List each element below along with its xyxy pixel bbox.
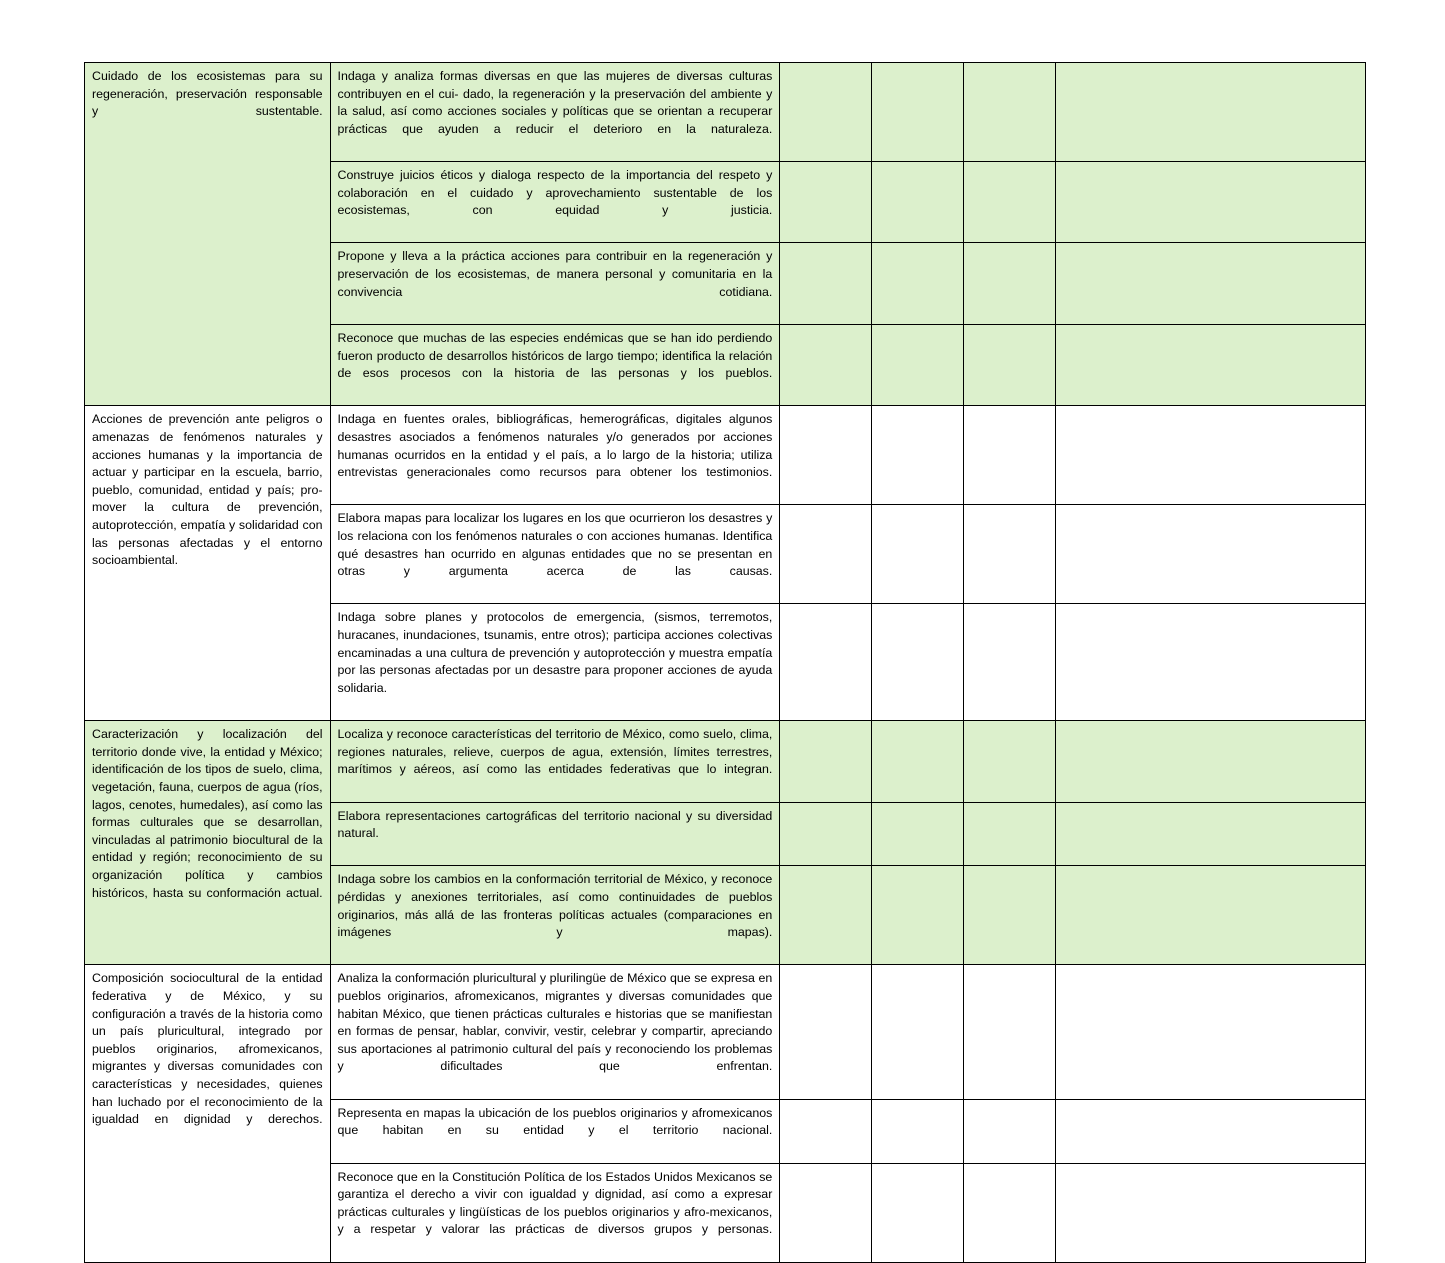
mark-cell-2[interactable] [871,243,964,324]
mark-cell-1[interactable] [780,63,872,162]
mark-cell-3[interactable] [964,505,1056,604]
mark-cell-1[interactable] [780,866,872,965]
observations-cell[interactable] [1056,243,1366,324]
description-text: Indaga sobre planes y protocolos de emergencia, (sismos, terremotos, huracanes, inundaciones, tsunamis, entre otros); participa acciones colectivas encaminadas a una cultura de prevención y autoprotección y muestra empatía por las personas afectadas por un desastre para proponer acciones de ayuda solidaria. [337,610,773,695]
description-cell [330,965,780,1099]
table-body [85,63,1366,1263]
content-cell [85,406,331,721]
observations-cell[interactable] [1056,721,1366,802]
mark-cell-1[interactable] [780,802,872,866]
mark-cell-2[interactable] [871,1163,964,1262]
description-cell [330,802,780,866]
mark-cell-1[interactable] [780,1163,872,1262]
mark-cell-3[interactable] [964,721,1056,802]
observations-cell[interactable] [1056,406,1366,505]
mark-cell-1[interactable] [780,162,872,243]
description-text: Reconoce que muchas de las especies endémicas que se han ido perdiendo fueron producto de desarrollos históricos de largo tiempo; identifica la relación de esos procesos con la historia de las personas y los pueblos. [337,330,773,381]
mark-cell-3[interactable] [964,324,1056,405]
mark-cell-2[interactable] [871,505,964,604]
mark-cell-3[interactable] [964,1163,1056,1262]
description-cell [330,324,780,405]
observations-cell[interactable] [1056,802,1366,866]
description-text: Construye juicios éticos y dialoga respecto de la importancia del respeto y colaboración en el cuidado y aprovechamiento sustentable de los ecosistemas, con equidad y justicia. [337,168,773,218]
description-text: Indaga y analiza formas diversas en que las mujeres de diversas culturas contribuyen en el cui- dado, la regeneración y la preservación del ambiente y la salud, así como acciones sociales y políticas que se orientan a recuperar prácticas que ayuden a reducir el deterioro en la naturaleza. [337,69,773,136]
observations-cell[interactable] [1056,965,1366,1099]
table-row [85,63,1366,162]
mark-cell-2[interactable] [871,324,964,405]
mark-cell-1[interactable] [780,721,872,802]
mark-cell-1[interactable] [780,1099,872,1163]
mark-cell-3[interactable] [964,965,1056,1099]
content-text: Composición sociocultural de la entidad federativa y de México, y su configuración a través de la historia como un país pluricultural, integrado por pueblos originarios, afromexicanos, migrantes y diversas comunidades con características y necesidades, quienes han luchado por el reconocimiento de la igualdad en dignidad y derechos. [92,971,323,1127]
mark-cell-2[interactable] [871,866,964,965]
mark-cell-3[interactable] [964,406,1056,505]
description-text: Representa en mapas la ubicación de los pueblos originarios y afromexicanos que habitan en su entidad y el territorio nacional. [337,1105,773,1138]
description-cell [330,604,780,721]
mark-cell-2[interactable] [871,604,964,721]
mark-cell-1[interactable] [780,324,872,405]
content-text: Caracterización y localización del territorio donde vive, la entidad y México; identificación de los tipos de suelo, clima, vegetación, fauna, cuerpos de agua (ríos, lagos, cenotes, humedales), así como las formas culturales que se desarrollan, vinculadas al patrimonio biocultural de la entidad y región; reconocimiento de su organización política y cambios históricos, hasta su conformación actual. [92,727,323,900]
observations-cell[interactable] [1056,162,1366,243]
mark-cell-2[interactable] [871,63,964,162]
description-cell [330,1163,780,1262]
description-text: Indaga en fuentes orales, bibliográficas, hemerográficas, digitales algunos desastres asociados a fenómenos naturales y/o generados por acciones humanas ocurridos en la entidad y el país, a lo largo de la historia; utiliza entrevistas generacionales como recursos para obtener los testimonios. [337,412,773,480]
mark-cell-3[interactable] [964,1099,1056,1163]
mark-cell-1[interactable] [780,604,872,721]
table-row [85,721,1366,802]
curriculum-assessment-table [84,62,1366,1263]
mark-cell-3[interactable] [964,802,1056,866]
content-cell [85,63,331,406]
mark-cell-3[interactable] [964,162,1056,243]
observations-cell[interactable] [1056,505,1366,604]
observations-cell[interactable] [1056,63,1366,162]
observations-cell[interactable] [1056,1163,1366,1262]
mark-cell-3[interactable] [964,604,1056,721]
description-text: Elabora representaciones cartográficas del territorio nacional y su diversidad natural. [337,808,773,841]
description-cell [330,162,780,243]
mark-cell-3[interactable] [964,866,1056,965]
description-cell [330,721,780,802]
mark-cell-2[interactable] [871,965,964,1099]
content-text: Cuidado de los ecosistemas para su regeneración, preservación responsable y sustentable. [92,69,323,119]
observations-cell[interactable] [1056,324,1366,405]
description-text: Localiza y reconoce características del territorio de México, como suelo, clima, regiones naturales, relieve, cuerpos de agua, extensión, límites terrestres, marítimos y aéreos, así como las entidades federativas que lo integran. [337,727,773,777]
mark-cell-1[interactable] [780,406,872,505]
mark-cell-1[interactable] [780,965,872,1099]
description-text: Elabora mapas para localizar los lugares en los que ocurrieron los desastres y los relaciona con los fenómenos naturales o con acciones humanas. Identifica qué desastres han ocurrido en algunas entidades que no se presentan en otras y argumenta acerca de las causas. [337,511,773,579]
observations-cell[interactable] [1056,604,1366,721]
description-cell [330,406,780,505]
description-text: Indaga sobre los cambios en la conformación territorial de México, y reconoce pérdidas y anexiones territoriales, así como continuidades de pueblos originarios, más allá de las fronteras políticas actuales (comparaciones en imágenes y mapas). [337,872,773,940]
description-text: Propone y lleva a la práctica acciones para contribuir en la regeneración y preservación de los ecosistemas, de manera personal y comunitaria en la convivencia cotidiana. [337,249,773,299]
observations-cell[interactable] [1056,866,1366,965]
table-row [85,406,1366,505]
content-cell [85,965,331,1262]
table-row [85,965,1366,1099]
content-cell [85,721,331,965]
mark-cell-1[interactable] [780,505,872,604]
description-cell [330,1099,780,1163]
observations-cell[interactable] [1056,1099,1366,1163]
content-text: Acciones de prevención ante peligros o amenazas de fenómenos naturales y acciones humanas y la importancia de actuar y participar en la escuela, barrio, pueblo, comunidad, entidad y país; pro- mover la cultura de prevención, autoprotección, empatía y solidaridad con las personas afectadas y el entorno socioambiental. [92,412,323,568]
mark-cell-2[interactable] [871,721,964,802]
description-cell [330,63,780,162]
mark-cell-3[interactable] [964,63,1056,162]
mark-cell-3[interactable] [964,243,1056,324]
description-cell [330,505,780,604]
mark-cell-2[interactable] [871,802,964,866]
mark-cell-2[interactable] [871,162,964,243]
mark-cell-1[interactable] [780,243,872,324]
mark-cell-2[interactable] [871,406,964,505]
description-text: Reconoce que en la Constitución Política de los Estados Unidos Mexicanos se garantiza el derecho a vivir con igualdad y dignidad, así como a expresar prácticas culturales y lingüísticas de los pueblos originarios y afro-mexicanos, y a respetar y valorar las prácticas de diversos grupos y personas. [337,1169,773,1237]
mark-cell-2[interactable] [871,1099,964,1163]
description-cell [330,243,780,324]
description-text: Analiza la conformación pluricultural y plurilingüe de México que se expresa en pueblos originarios, afromexicanos, migrantes y diversas comunidades que habitan México, que tienen prácticas culturales e historias que se manifiestan en formas de pensar, hablar, convivir, vestir, celebrar y compartir, apreciando sus aportaciones al patrimonio cultural del país y reconociendo los problemas y dificultades que enfrentan. [337,971,773,1074]
description-cell [330,866,780,965]
